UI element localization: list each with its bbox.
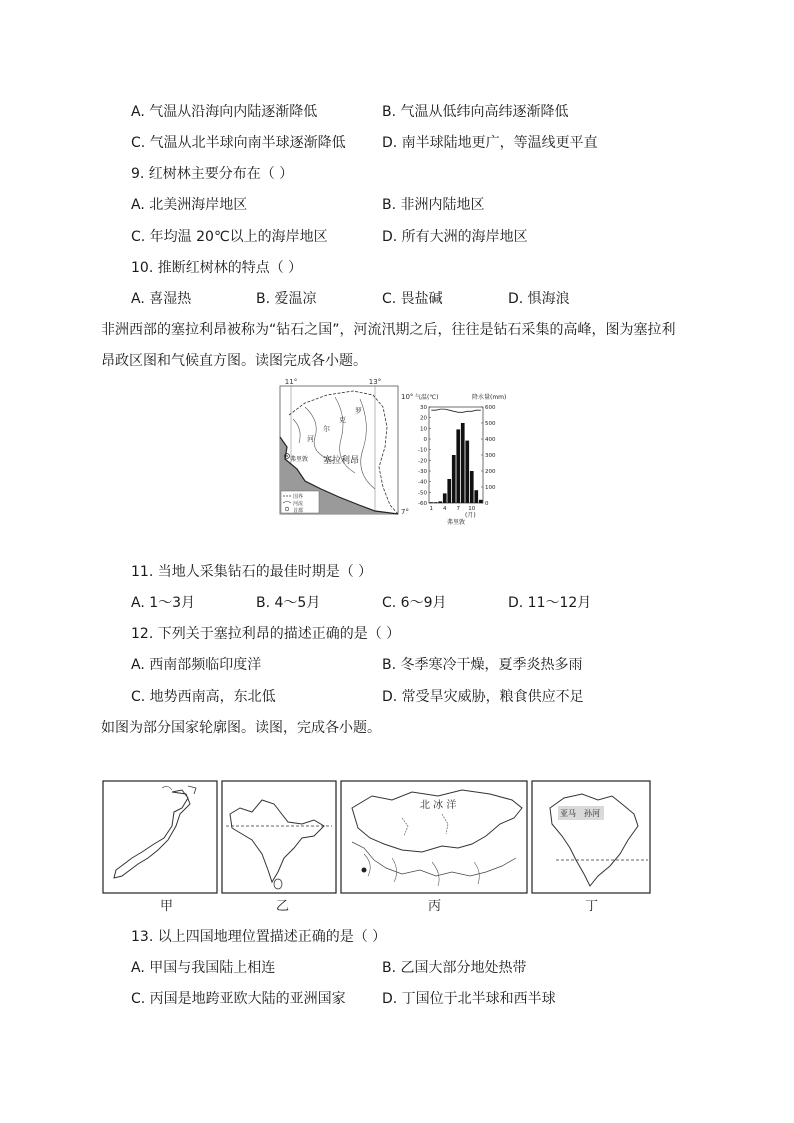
q12-option-b: B. 冬季寒冷干燥，夏季炎热多雨	[382, 657, 583, 673]
legend-capital: 首都	[293, 508, 304, 514]
q9-option-b: B. 非洲内陆地区	[382, 197, 485, 213]
q11-option-a: A. 1～3月	[131, 595, 196, 611]
q11-option-c: C. 6～9月	[382, 595, 447, 611]
lon-label-13: 13°	[368, 378, 382, 386]
chart-frame	[429, 407, 483, 503]
month-tick-label: 10	[468, 506, 476, 512]
amazon-label-1: 亚马	[560, 809, 576, 818]
q11-stem: 11. 当地人采集钻石的最佳时期是（ ）	[131, 564, 373, 580]
precip-tick-label: 100	[485, 485, 496, 491]
precip-bar	[461, 423, 465, 503]
precip-tick-label: 500	[485, 421, 496, 427]
temp-tick-label: -40	[418, 479, 427, 486]
passage1-line2: 昂政区图和气候直方图。读图完成各小题。	[101, 353, 367, 369]
q10-option-b: B. 爱温凉	[256, 291, 317, 307]
label-bing: 丙	[428, 899, 442, 914]
q8-option-c: C. 气温从北半球向南半球逐渐降低	[131, 135, 346, 151]
precip-bar	[447, 479, 451, 503]
temp-tick-label: -60	[418, 501, 427, 507]
temp-tick-label: 20	[420, 415, 427, 422]
q10-stem: 10. 推断红树林的特点（ ）	[131, 260, 303, 276]
q11-option-b: B. 4～5月	[256, 595, 321, 611]
capital-name: 弗里敦	[290, 456, 309, 463]
precip-bar	[479, 500, 483, 503]
temperature-line	[431, 409, 481, 412]
precip-tick-label: 200	[485, 469, 496, 475]
lat-label-10: 10°	[401, 393, 414, 401]
lon-label-11: 11°	[284, 378, 298, 386]
precip-bar	[465, 441, 469, 503]
q13-stem: 13. 以上四国地理位置描述正确的是（ ）	[131, 929, 387, 945]
temp-tick-label: -20	[418, 458, 427, 465]
q10-option-c: C. 畏盐碱	[382, 291, 443, 307]
precip-axis-title: 降水量(mm)	[472, 394, 507, 401]
legend-river: 河流	[293, 501, 304, 507]
temp-tick-label: 0	[423, 437, 427, 443]
q10-option-a: A. 喜湿热	[131, 291, 192, 307]
river-char-1: 河	[307, 435, 314, 443]
temp-tick-label: -10	[418, 447, 427, 454]
month-tick-label: 1	[429, 506, 433, 512]
station-name: 弗里敦	[447, 519, 466, 525]
figure2-country-outlines	[102, 778, 654, 916]
figure1-map-chart	[275, 377, 511, 525]
x-unit: (月)	[465, 512, 476, 519]
passage2: 如图为部分国家轮廓图。读图，完成各小题。	[101, 720, 381, 736]
q9-stem: 9. 红树林主要分布在（ ）	[131, 166, 294, 182]
q8-option-b: B. 气温从低纬向高纬逐渐降低	[382, 104, 569, 120]
q12-option-c: C. 地势西南高，东北低	[131, 689, 276, 705]
lat-label-7: 7°	[401, 508, 409, 516]
precip-tick-label: 400	[485, 437, 496, 443]
ocean-label: 北 冰 洋	[420, 800, 457, 811]
precip-bar	[438, 501, 442, 503]
q10-option-d: D. 惧海浪	[508, 291, 570, 307]
q13-option-c: C. 丙国是地跨亚欧大陆的亚洲国家	[131, 991, 346, 1007]
precip-bar	[434, 502, 438, 503]
amazon-label-2: 孙河	[584, 809, 600, 818]
q12-option-a: A. 西南部频临印度洋	[131, 657, 262, 673]
precip-bars	[429, 423, 482, 503]
label-yi: 乙	[276, 899, 290, 914]
q9-option-d: D. 所有大洲的海岸地区	[382, 229, 528, 245]
precip-tick-label: 300	[485, 453, 496, 459]
passage1-line1: 非洲西部的塞拉利昂被称为“钻石之国”，河流汛期之后，往往是钻石采集的高峰，图为塞拉利	[101, 322, 676, 338]
q13-option-b: B. 乙国大部分地处热带	[382, 960, 527, 976]
panel-yi	[222, 781, 336, 893]
temp-tick-label: -30	[418, 469, 427, 475]
precip-bar	[452, 455, 456, 503]
q13-option-d: D. 丁国位于北半球和西半球	[382, 991, 556, 1007]
month-tick-label: 4	[443, 506, 447, 512]
label-ding: 丁	[585, 899, 599, 914]
precip-bar	[456, 429, 460, 503]
q13-option-a: A. 甲国与我国陆上相连	[131, 960, 276, 976]
precip-tick-label: 600	[485, 405, 496, 411]
capital-dot	[362, 868, 367, 873]
temp-tick-label: -50	[418, 490, 427, 497]
precip-tick-label: 0	[485, 501, 489, 507]
country-name: 塞拉利昂	[323, 456, 360, 466]
label-jia: 甲	[160, 899, 174, 914]
temp-axis-title: 气温(℃)	[415, 394, 439, 401]
q9-option-c: C. 年均温 20℃以上的海岸地区	[131, 229, 328, 245]
q12-option-d: D. 常受旱灾威胁，粮食供应不足	[382, 689, 584, 705]
precip-bar	[429, 502, 433, 503]
q8-option-a: A. 气温从沿海向内陆逐渐降低	[131, 104, 318, 120]
q8-option-d: D. 南半球陆地更广，等温线更平直	[382, 135, 598, 151]
q9-option-a: A. 北美洲海岸地区	[131, 197, 248, 213]
precip-bar	[443, 493, 447, 503]
river-char-4: 罗	[355, 407, 362, 415]
precip-bar	[470, 471, 474, 503]
month-tick-label: 7	[456, 506, 460, 512]
temp-tick-label: 30	[420, 405, 427, 411]
q11-option-d: D. 11～12月	[508, 595, 592, 611]
q12-stem: 12. 下列关于塞拉利昂的描述正确的是（ ）	[131, 626, 401, 642]
river-char-2: 尔	[323, 425, 330, 433]
precip-bar	[474, 490, 478, 503]
legend-border: 国界	[293, 494, 304, 500]
river-char-3: 克	[339, 416, 346, 424]
temp-tick-label: 10	[420, 426, 427, 433]
